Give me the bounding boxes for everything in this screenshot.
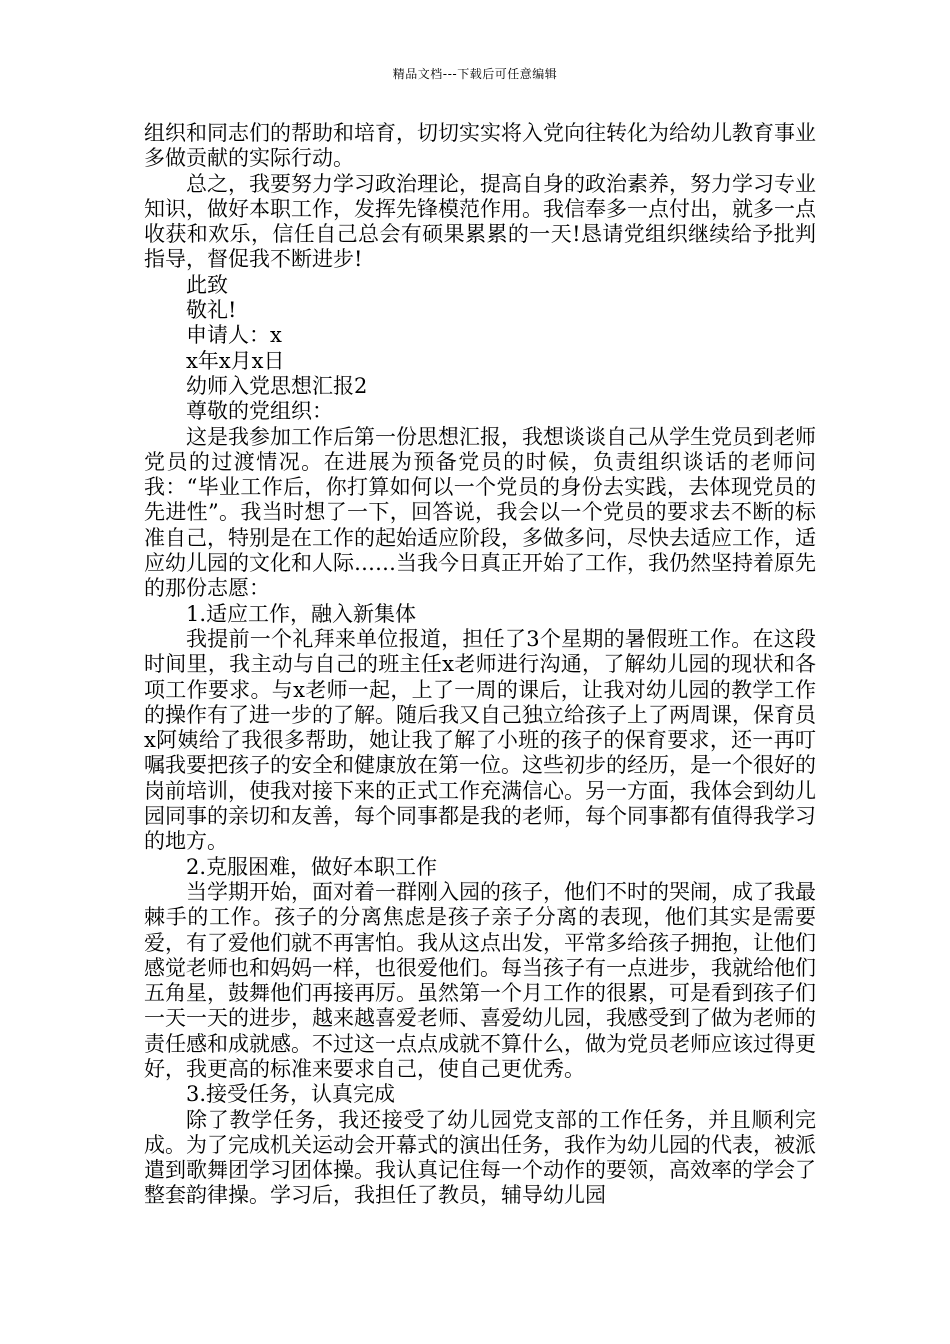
subheading-2: 2.克服困难，做好本职工作 <box>186 854 438 879</box>
paragraph-1: 我提前一个礼拜来单位报道，担任了3个星期的暑假班工作。在这段时间里，我主动与自己的班主任x老师进行沟通，了解幼儿园的现状和各项工作要求。与x老师一起，上了一周的课后，让我对幼儿园的教学工作的操作有了进一步的了解。随后我又自己独立给孩子上了两周课，保育员x阿姨给了我很多帮助，她让我了解了小班的孩子的保育要求，还一再叮嘱我要把孩子的安全和健康放在第一位。这些初步的经历，是一个很好的岗前培训，使我对接下来的正式工作充满信心。另一方面，我体会到幼儿园同事的亲切和友善，每个同事都是我的老师，每个同事都有值得我学习的地方。 <box>144 626 816 854</box>
paragraph-continuation: 组织和同志们的帮助和培育，切切实实将入党向往转化为给幼儿教育事业多做贡献的实际行动。 <box>144 121 816 171</box>
closing-salutation: 此致 <box>186 272 228 297</box>
page-header: 精品文档---下载后可任意编辑 <box>392 67 558 81</box>
paragraph-conclusion: 总之，我要努力学习政治理论，提高自身的政治素养，努力学习专业知识，做好本职工作，发挥先锋模范作用。我信奉多一点付出，就多一点收获和欢乐，信任自己总会有硕果累累的一天!恳请党组织继续给予批判指导，督促我不断进步! <box>144 171 816 272</box>
signature-date: x年x月x日 <box>186 348 285 373</box>
closing-regards: 敬礼! <box>186 298 237 323</box>
section-title: 幼师入党思想汇报2 <box>186 373 368 398</box>
greeting: 尊敬的党组织： <box>186 399 333 424</box>
paragraph-intro: 这是我参加工作后第一份思想汇报，我想谈谈自己从学生党员到老师党员的过渡情况。在进展为预备党员的时候，负责组织谈话的老师问我：“毕业工作后，你打算如何以一个党员的身份去实践，去体现党员的先进性”。我当时想了一下，回答说，我会以一个党员的要求去不断的标准自己，特别是在工作的起始适应阶段，多做多问，尽快去适应工作，适应幼儿园的文化和人际……当我今日真正开始了工作，我仍然坚持着原先的那份志愿： <box>144 424 816 601</box>
applicant-signature: 申请人：x <box>186 323 282 348</box>
subheading-1: 1.适应工作，融入新集体 <box>186 601 417 626</box>
subheading-3: 3.接受任务，认真完成 <box>186 1082 396 1107</box>
paragraph-2: 当学期开始，面对着一群刚入园的孩子，他们不时的哭闹，成了我最棘手的工作。孩子的分离焦虑是孩子亲子分离的表现，他们其实是需要爱，有了爱他们就不再害怕。我从这点出发，平常多给孩子拥抱，让他们感觉老师也和妈妈一样，也很爱他们。每当孩子有一点进步，我就给他们五角星，鼓舞他们再接再厉。虽然第一个月工作的很累，可是看到孩子们一天一天的进步，越来越喜爱老师、喜爱幼儿园，我感受到了做为老师的责任感和成就感。不过这一点点成就不算什么，做为党员老师应该过得更好，我更高的标准来要求自己，使自己更优秀。 <box>144 879 816 1081</box>
document-body <box>144 121 816 1209</box>
paragraph-3: 除了教学任务，我还接受了幼儿园党支部的工作任务，并且顺利完成。为了完成机关运动会开幕式的演出任务，我作为幼儿园的代表，被派遣到歌舞团学习团体操。我认真记住每一个动作的要领，高效率的学会了整套韵律操。学习后，我担任了教员，辅导幼儿园 <box>144 1107 816 1208</box>
